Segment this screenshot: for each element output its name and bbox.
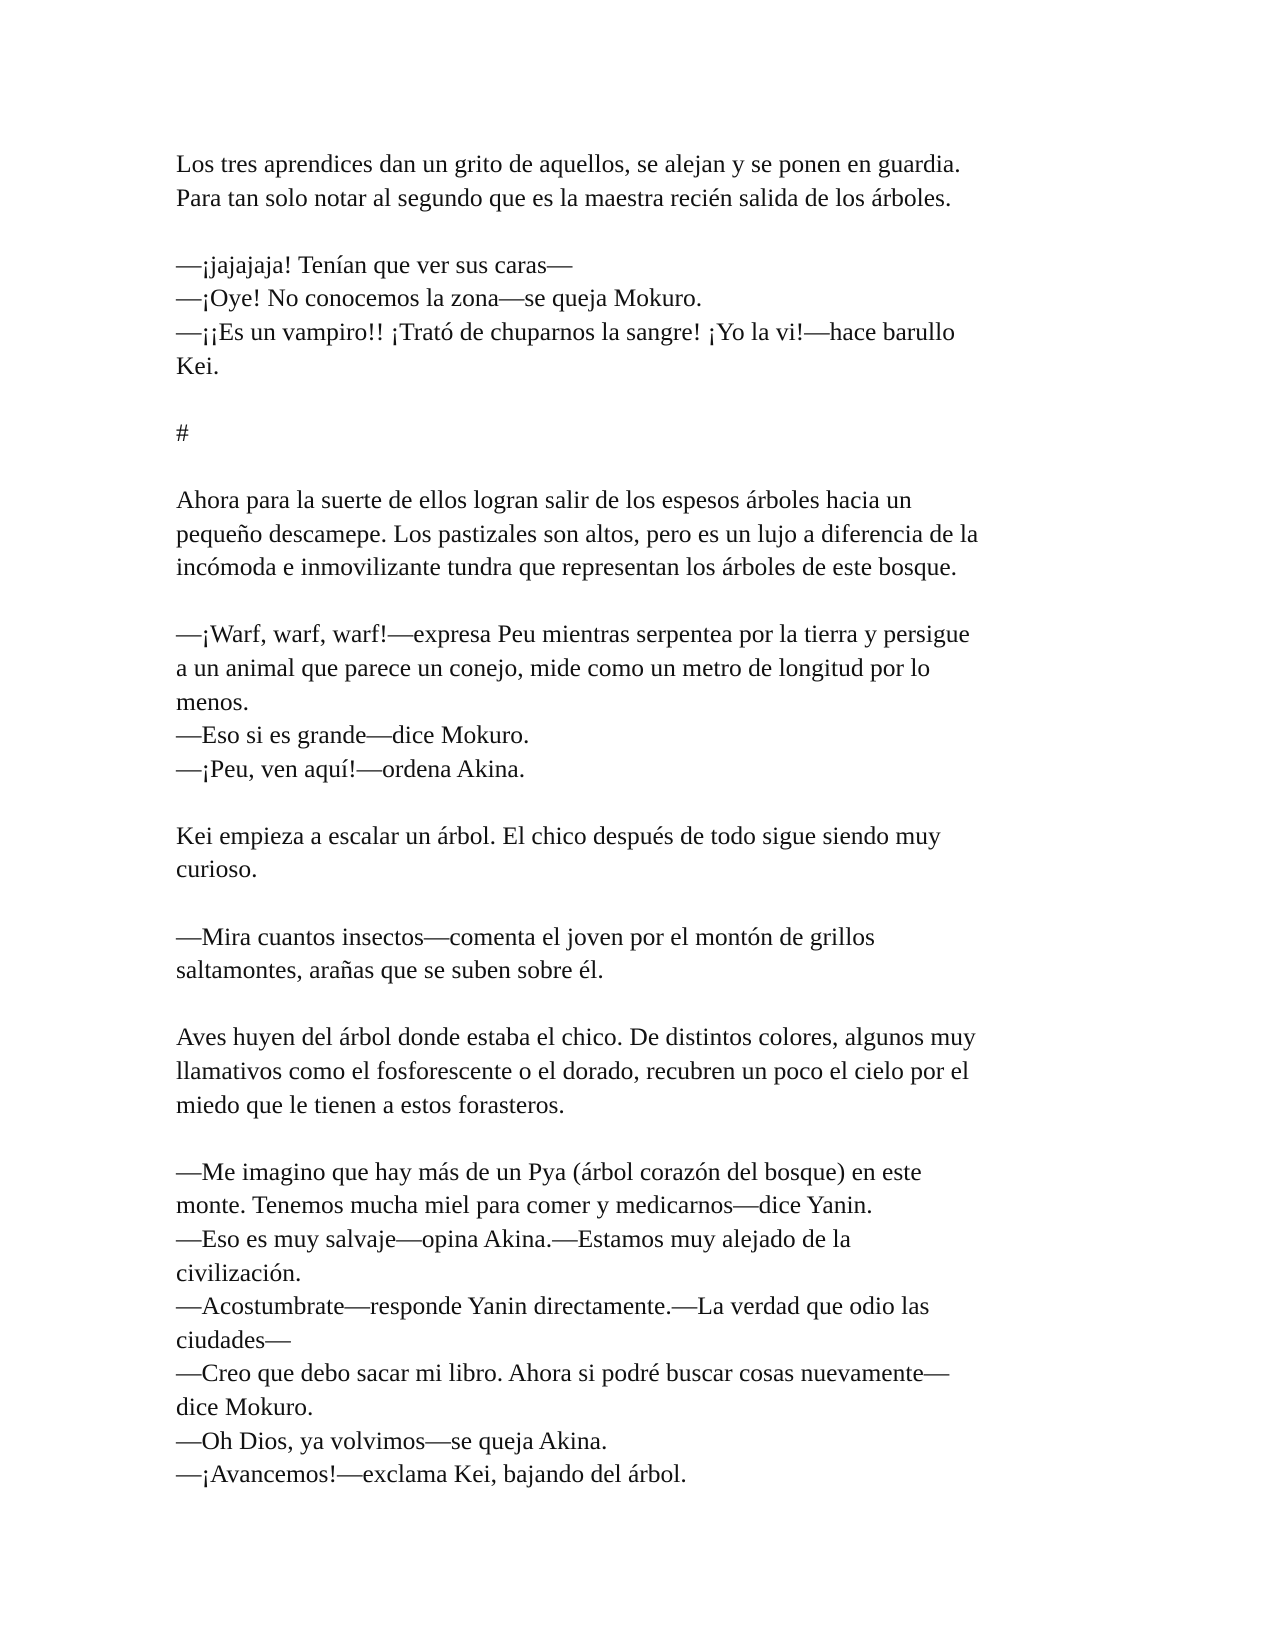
text-line: civilización.: [176, 1257, 302, 1287]
text-line: —¡Peu, ven aquí!—ordena Akina.: [176, 753, 526, 783]
paragraph: [176, 1020, 1106, 1121]
text-line: ciudades—: [176, 1324, 291, 1354]
text-line: —Me imagino que hay más de un Pya (árbol corazón del bosque) en este: [176, 1156, 922, 1186]
paragraph: [176, 819, 1106, 886]
text-line: saltamontes, arañas que se suben sobre él.: [176, 955, 604, 985]
text-line: —Eso es muy salvaje—opina Akina.—Estamos muy alejado de la: [176, 1224, 851, 1253]
text-line: —¡¡Es un vampiro!! ¡Trató de chuparnos la sangre! ¡Yo la vi!—hace barullo: [176, 316, 955, 346]
paragraph: [176, 147, 1106, 214]
text-line: dice Mokuro.: [176, 1391, 314, 1421]
text-line: —¡Avancemos!—exclama Kei, bajando del árbol.: [176, 1459, 687, 1489]
dialogue-block: [176, 920, 1106, 987]
document-body: [176, 147, 1106, 1524]
scene-break: [176, 416, 1106, 450]
text-line: Kei empieza a escalar un árbol. El chico después de todo sigue siendo muy: [176, 820, 941, 850]
text-line: —Mira cuantos insectos—comenta el joven por el montón de grillos: [176, 921, 875, 951]
text-line: monte. Tenemos mucha miel para comer y medicarnos—dice Yanin.: [176, 1190, 873, 1220]
text-line: Kei.: [176, 350, 220, 380]
text-line: miedo que le tienen a estos forasteros.: [176, 1089, 565, 1119]
paragraph: [176, 483, 1106, 584]
text-line: incómoda e inmovilizante tundra que representan los árboles de este bosque.: [176, 552, 958, 582]
dialogue-block: [176, 617, 1106, 785]
text-line: —Eso si es grande—dice Mokuro.: [176, 720, 530, 750]
scene-break-marker: #: [176, 417, 189, 447]
text-line: —¡Warf, warf, warf!—expresa Peu mientras serpentea por la tierra y persigue: [176, 619, 970, 649]
text-line: —Oh Dios, ya volvimos—se queja Akina.: [176, 1425, 608, 1455]
text-line: —¡jajajaja! Tenían que ver sus caras—: [176, 249, 573, 279]
text-line: —¡Oye! No conocemos la zona—se queja Mokuro.: [176, 283, 703, 313]
text-line: llamativos como el fosforescente o el dorado, recubren un poco el cielo por el: [176, 1056, 970, 1086]
text-line: Ahora para la suerte de ellos logran salir de los espesos árboles hacia un: [176, 484, 912, 514]
dialogue-block: [176, 248, 1106, 382]
text-line: Aves huyen del árbol donde estaba el chico. De distintos colores, algunos muy: [176, 1022, 976, 1052]
text-line: a un animal que parece un conejo, mide como un metro de longitud por lo: [176, 652, 931, 682]
text-line: Para tan solo notar al segundo que es la maestra recién salida de los árboles.: [176, 182, 952, 212]
dialogue-block: [176, 1155, 1106, 1491]
text-line: Los tres aprendices dan un grito de aquellos, se alejan y se ponen en guardia.: [176, 149, 961, 178]
text-line: curioso.: [176, 854, 258, 884]
text-line: menos.: [176, 686, 249, 716]
text-line: —Acostumbrate—responde Yanin directamente.—La verdad que odio las: [176, 1291, 930, 1321]
text-line: —Creo que debo sacar mi libro. Ahora si podré buscar cosas nuevamente—: [176, 1358, 950, 1388]
text-line: pequeño descamepe. Los pastizales son altos, pero es un lujo a diferencia de la: [176, 518, 979, 548]
